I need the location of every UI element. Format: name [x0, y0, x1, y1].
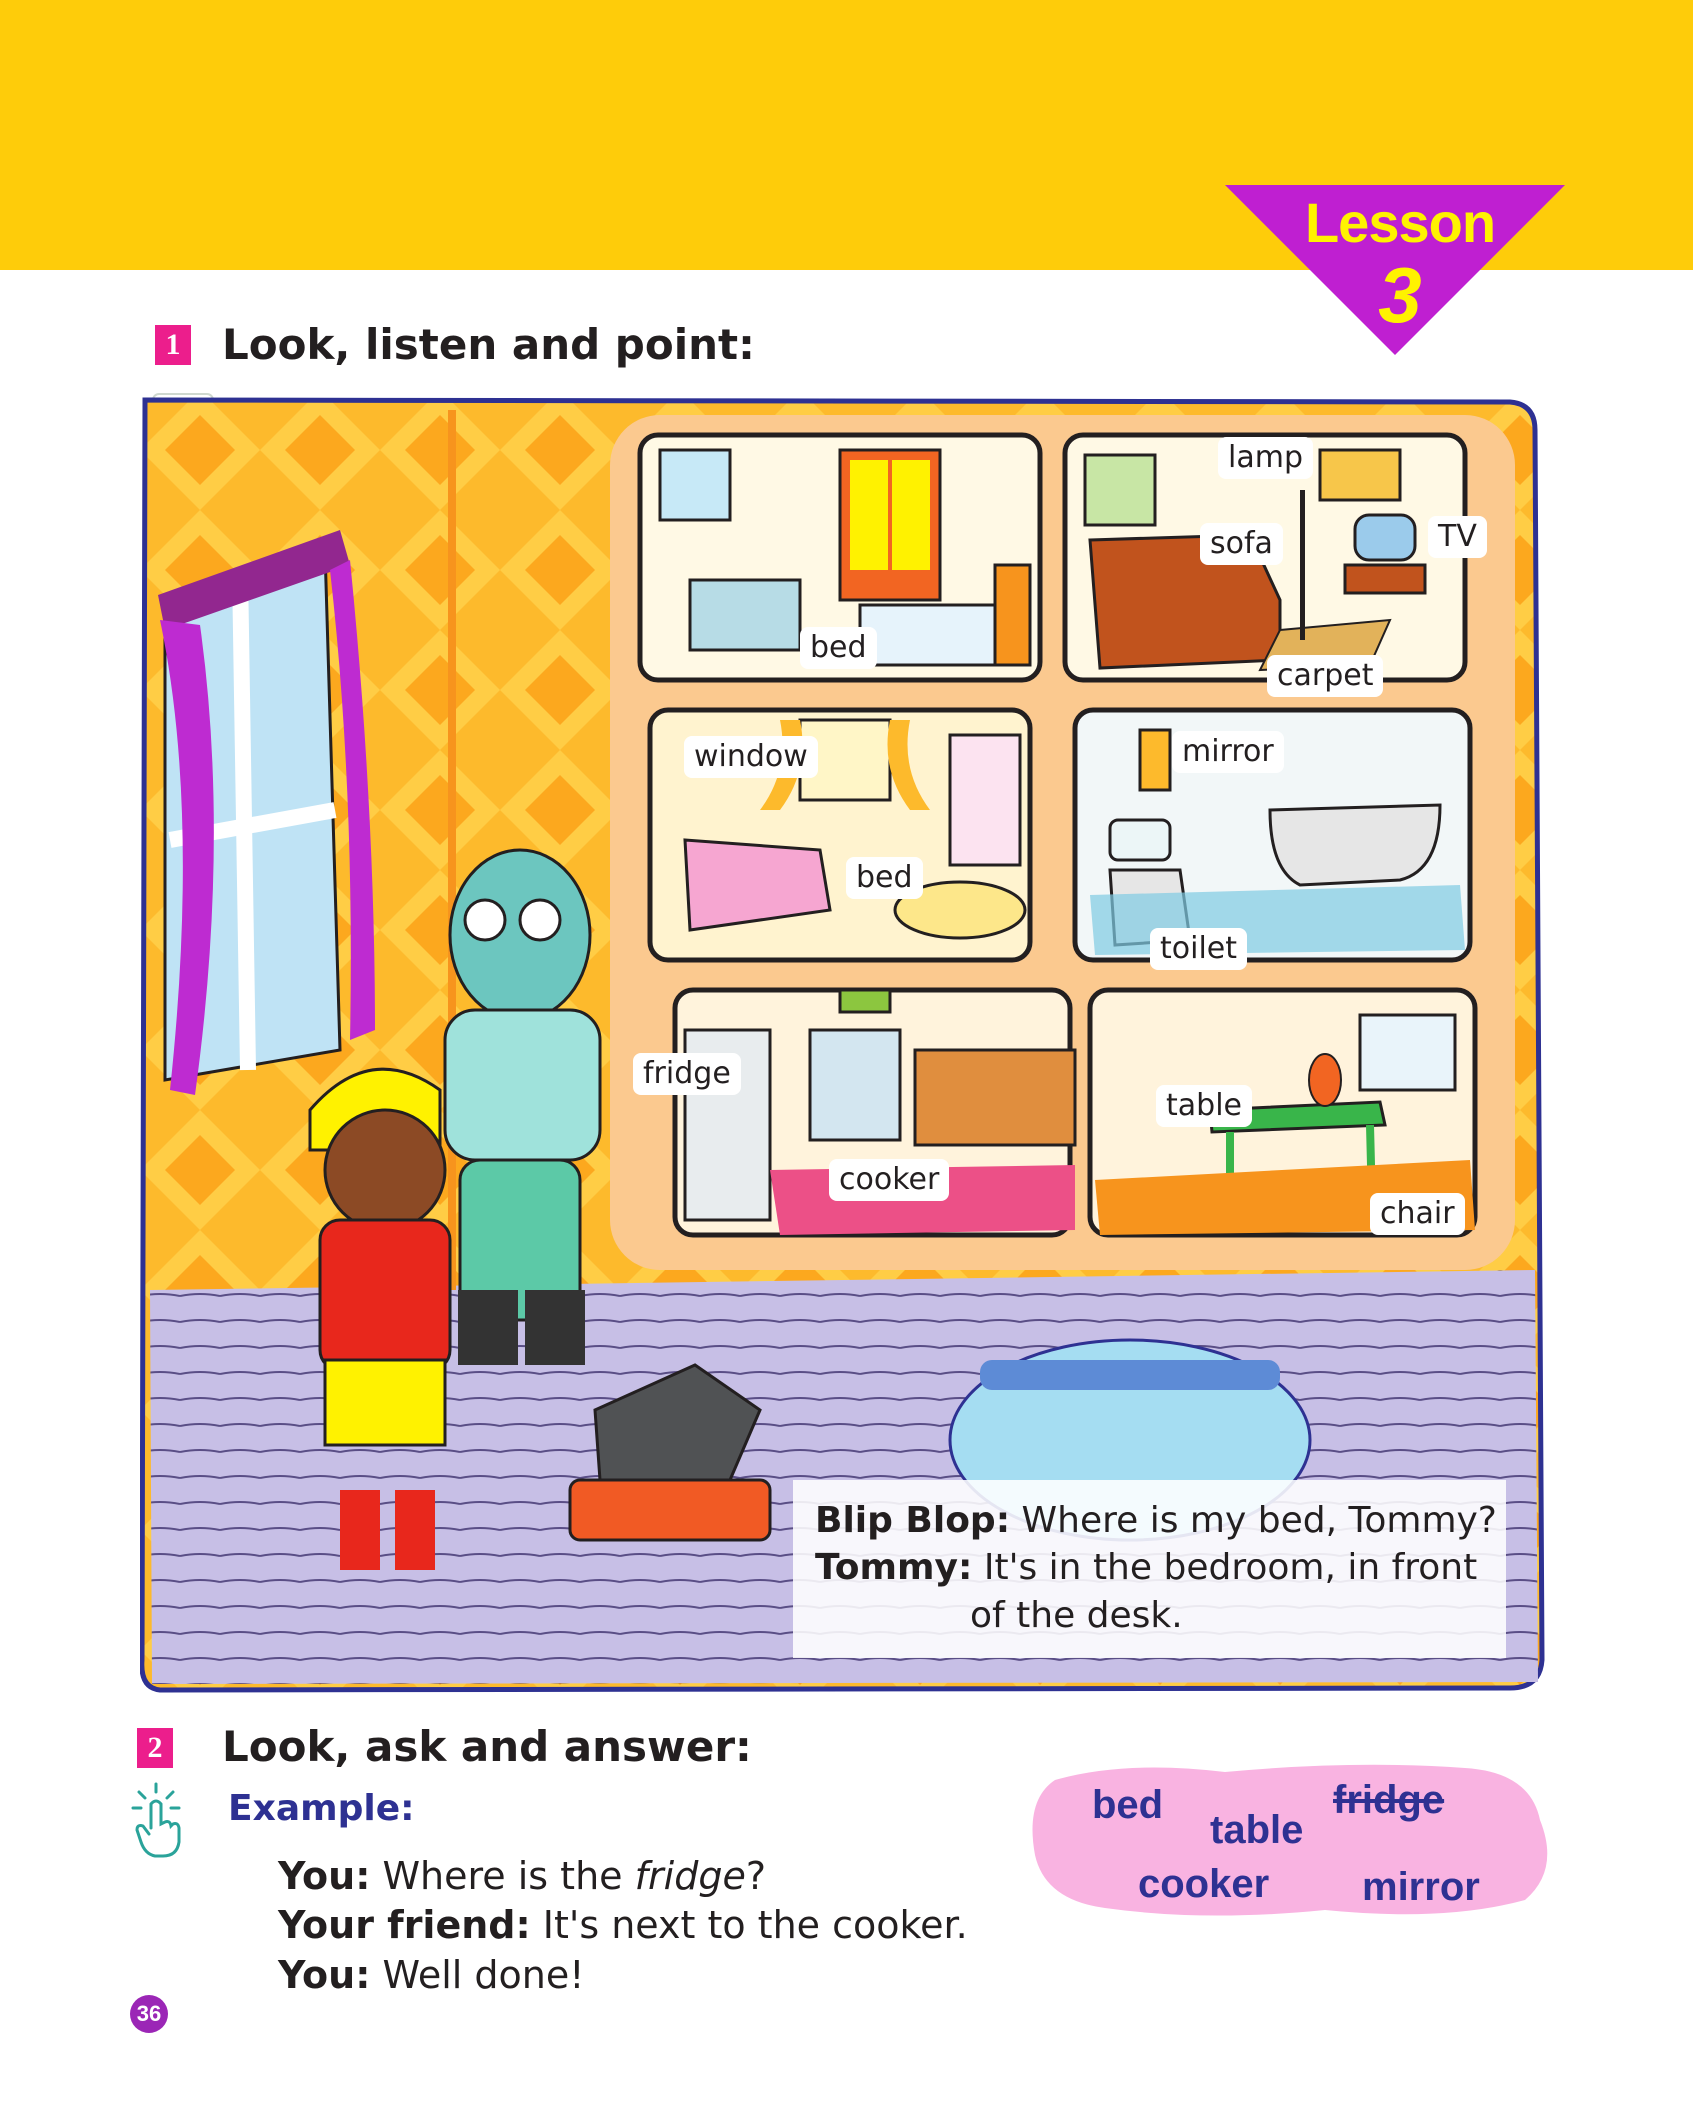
label-lamp: lamp	[1218, 437, 1313, 479]
dialog-text-2: It's in the bedroom, in front	[972, 1547, 1478, 1588]
dialog-line-1	[815, 1500, 1497, 1541]
label-toilet: toilet	[1150, 928, 1247, 970]
label-bed-bedroom2: bed	[846, 857, 923, 899]
example-label: Example:	[228, 1788, 415, 1829]
example-text-3: Well done!	[370, 1953, 585, 1997]
label-tv: TV	[1428, 516, 1487, 558]
lesson-word: Lesson	[1304, 191, 1496, 254]
example-line-2	[278, 1903, 968, 1947]
exercise-1-number: 1	[155, 325, 191, 365]
label-table: table	[1156, 1085, 1252, 1127]
label-bed-bedroom1: bed	[800, 627, 877, 669]
dialog-speaker-tommy: Tommy:	[815, 1547, 973, 1588]
label-fridge: fridge	[633, 1053, 741, 1095]
dialog-text-1: Where is my bed, Tommy?	[1010, 1500, 1497, 1541]
word-mirror: mirror	[1362, 1865, 1480, 1909]
exercise-2-title: Look, ask and answer:	[222, 1722, 752, 1771]
word-table: table	[1210, 1808, 1304, 1852]
label-sofa: sofa	[1200, 523, 1283, 565]
page-number: 36	[130, 1995, 168, 2033]
exercise-1-title: Look, listen and point:	[222, 320, 755, 369]
pointing-hand-icon	[125, 1780, 187, 1860]
example-text-1b: ?	[745, 1854, 766, 1898]
dialog-line-2	[815, 1547, 1477, 1588]
example-line-1	[278, 1854, 766, 1898]
dialog-speaker-blip-blop: Blip Blop:	[815, 1500, 1011, 1541]
example-text-2: It's next to the cooker.	[530, 1903, 968, 1947]
dialog-line-3: of the desk.	[970, 1595, 1183, 1636]
example-text-1a: Where is the	[370, 1854, 635, 1898]
example-text-1-italic: fridge	[634, 1854, 746, 1898]
example-line-3	[278, 1953, 584, 1997]
word-cooker: cooker	[1138, 1862, 1270, 1906]
word-bed: bed	[1092, 1783, 1164, 1827]
label-mirror: mirror	[1172, 731, 1284, 773]
example-speaker-1: You:	[278, 1854, 371, 1898]
label-cooker: cooker	[829, 1159, 949, 1201]
word-fridge-crossed: fridge	[1333, 1778, 1445, 1822]
label-window: window	[684, 736, 818, 778]
label-carpet: carpet	[1267, 655, 1383, 697]
example-speaker-2: Your friend:	[278, 1903, 531, 1947]
lesson-number: 3	[1378, 251, 1422, 339]
example-speaker-3: You:	[278, 1953, 371, 1997]
exercise-2-number: 2	[137, 1728, 173, 1768]
label-chair: chair	[1370, 1193, 1465, 1235]
